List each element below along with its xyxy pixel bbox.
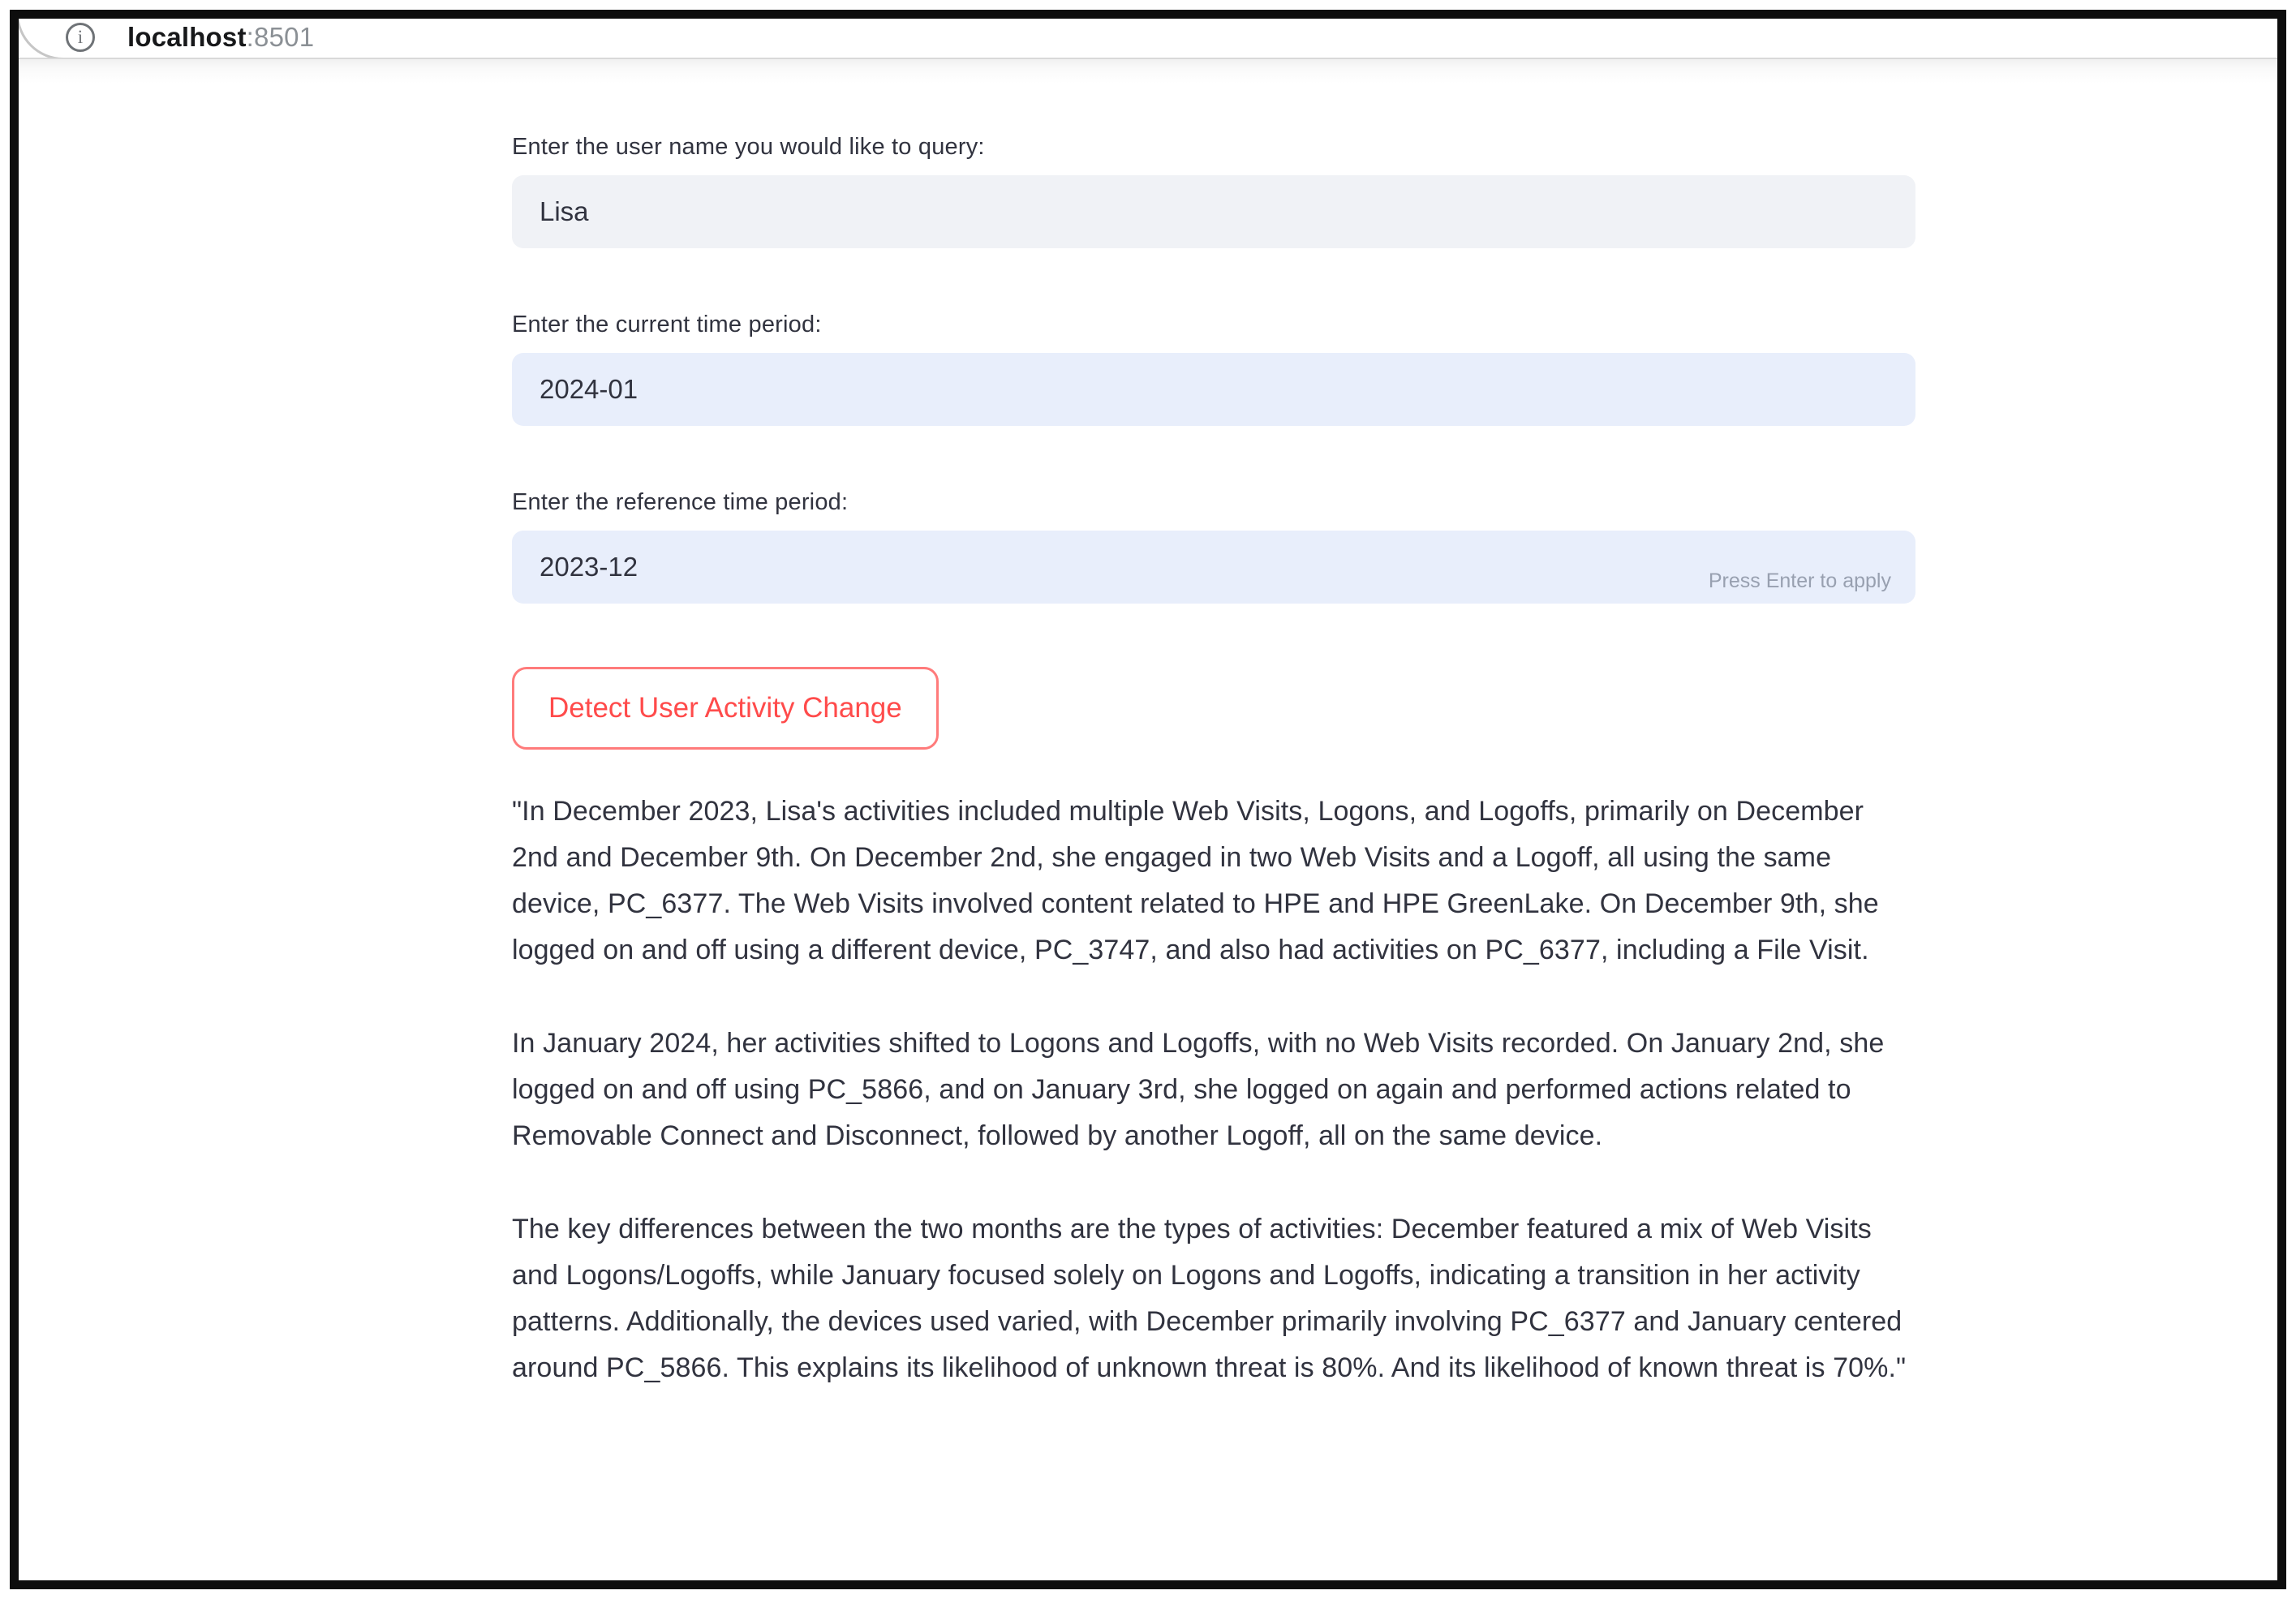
current-period-widget <box>512 312 1915 426</box>
reference-period-label: Enter the reference time period: <box>512 489 849 515</box>
browser-address-bar <box>19 19 2277 59</box>
reference-period-widget <box>512 489 1915 604</box>
result-paragraph-january: In January 2024, her activities shifted to Logons and Logoffs, with no Web Visits recorded. On January 2nd, she logged on and off using PC_5866, and on January 3rd, she logged on again and performed actions related to Removable Connect and Disconnect, followed by another Logoff, all on the same device. <box>512 1028 1885 1151</box>
current-period-label: Enter the current time period: <box>512 312 822 337</box>
toolbar-shadow <box>19 59 2277 84</box>
username-input[interactable] <box>512 175 1915 248</box>
reference-period-input-box <box>512 531 1915 604</box>
site-info-icon[interactable]: i <box>66 23 95 52</box>
omnibox-corner-decoration <box>19 19 107 59</box>
reference-period-input[interactable] <box>512 531 1915 604</box>
press-enter-hint: Press Enter to apply <box>1708 570 1891 592</box>
username-widget <box>512 134 1915 248</box>
url-text[interactable] <box>127 22 314 53</box>
analysis-result <box>512 789 1915 1391</box>
url-port: :8501 <box>246 22 315 52</box>
detect-activity-change-button[interactable]: Detect User Activity Change <box>512 667 939 750</box>
username-label: Enter the user name you would like to query: <box>512 134 985 160</box>
result-paragraph-december: "In December 2023, Lisa's activities included multiple Web Visits, Logons, and Logoffs, primarily on December 2nd and December 9th. On December 2nd, she engaged in two Web Visits and a Logoff, all using the same device, PC_6377. The Web Visits involved content related to HPE and HPE GreenLake. On December 9th, she logged on and off using a different device, PC_3747, and also had activities on PC_6377, including a File Visit. <box>512 796 1879 965</box>
username-input-box <box>512 175 1915 248</box>
main-content <box>19 84 1917 1391</box>
current-period-input-box <box>512 353 1915 426</box>
url-host: localhost <box>127 22 247 52</box>
app-window <box>10 10 2286 1589</box>
result-paragraph-differences: The key differences between the two months are the types of activities: December featured a mix of Web Visits and Logons/Logoffs, while January focused solely on Logons and Logoffs, indicating a transition in her activity patterns. Additionally, the devices used varied, with December primarily involving PC_6377 and January centered around PC_5866. This explains its likelihood of unknown threat is 80%. And its likelihood of known threat is 70%." <box>512 1214 1907 1383</box>
current-period-input[interactable] <box>512 353 1915 426</box>
